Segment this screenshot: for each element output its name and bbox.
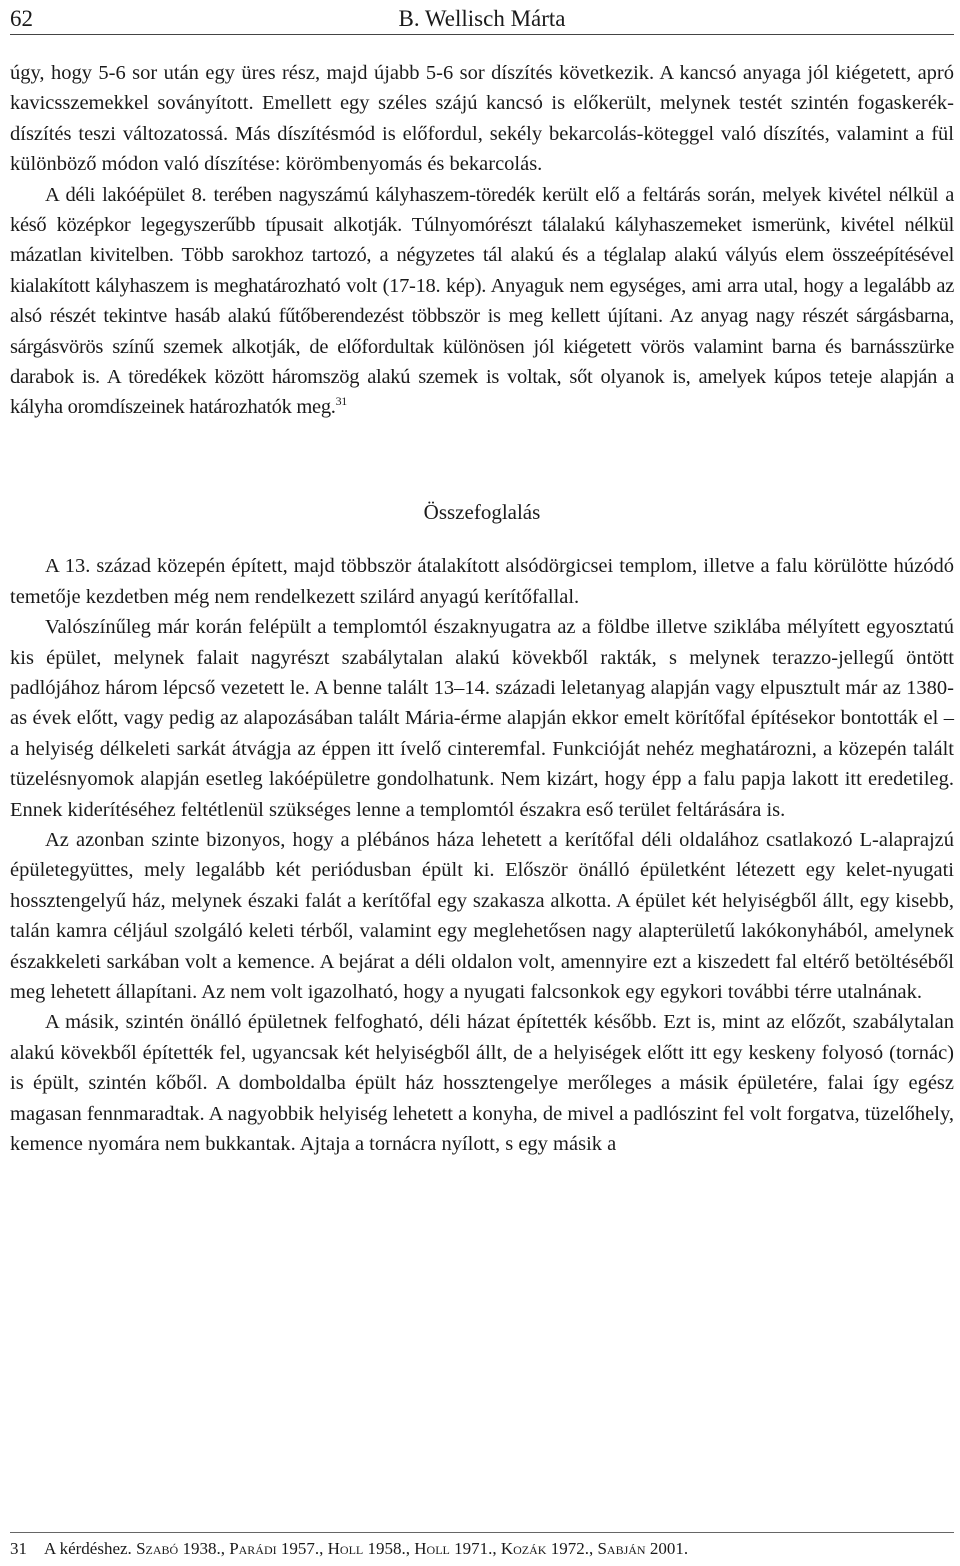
paragraph-2 bbox=[10, 180, 954, 423]
footnote bbox=[10, 1532, 954, 1559]
footnote-ref-year: 1958., bbox=[367, 1539, 410, 1558]
footnote-intro: A kérdéshez. bbox=[44, 1539, 132, 1558]
page-number: 62 bbox=[10, 6, 33, 31]
footnote-ref-name: Parádi bbox=[229, 1539, 277, 1558]
paragraph-4: Valószínűleg már korán felépült a templomtól északnyugatra az a földbe illetve sziklába mélyített egyosztatú kis épület, melynek falait nagyrészt szabálytalan alakú kövekből rakták, s melynek terazzo-jellegű öntött padlójához három lépcső vezetett le. A benne talált 13–14. századi leletanyag alapján vagy elpusztult már az 1380-as évek előtt, vagy pedig az alapozásában talált Mária-érme alapján ekkor emelt körítőfal építésekor bontották el – a helyiség délkeleti sarkát átvágja az éppen itt ívelő cinteremfal. Funkcióját nehéz meghatározni, a közepén talált tüzelésnyomok alapján esetleg lakóépületre gondolhatunk. Nem kizárt, hogy épp a falu papja lakott itt eredetileg. Ennek kiderítéséhez feltétlenül szükséges lenne a templomtól északra eső terület feltárására is. bbox=[10, 616, 954, 821]
footnote-ref-name: Szabó bbox=[136, 1539, 179, 1558]
footnote-ref-name: Holl bbox=[327, 1539, 364, 1558]
paragraph-6: A másik, szintén önálló épületnek felfogható, déli házat építették később. Ezt is, mint az előzőt, szabálytalan alakú kövekből építették fel, ugyancsak két helyiségből állt, de a helyiségek előtt itt egy keskeny folyosó (tornác) is épült, szintén kőből. A domboldalba épült ház hossztengelye merőleges a másik épületére, falai így egész magasan fennmaradtak. A nagyobbik helyiség lehetett a konyha, de mivel a padlószint fel volt forgatva, tüzelőhely, kemence nyomára nem bukkantak. Ajtaja a tornácra nyílott, s egy másik a bbox=[10, 1011, 954, 1155]
paragraph-2-text: A déli lakóépület 8. terében nagyszámú kályhaszem-töredék került elő a feltárás során, melyek kivétel nélkül a késő középkor legegyszerűbb típusait alkotják. Túlnyomórészt tálalakú kályhaszemeket ismerünk, kivétel nélkül mázatlan kivitelben. Több sarokhoz tartozó, a négyzetes tál alakú és a téglalap alakú vályús elem összeépítésével kialakított kályhaszem is meghatározható volt (17-18. kép). Anyaguk nem egységes, ami arra utal, hogy a legalább az alsó részét tekintve hasáb alakú fűtőberendezést többször is meg kellett újítani. Az anyag nagy részét sárgásbarna, sárgásvörös színű szemek alkotják, de előfordultak különösen jól kiégetett vörös valamint barna és barnásszürke darabok is. A töredékek között háromszög alakú szemek is voltak, sőt olyanok is, amelyek kúpos teteje alapján a kályha oromdíszeinek határozhatók meg. bbox=[10, 183, 954, 419]
paragraph-1: úgy, hogy 5-6 sor után egy üres rész, majd újabb 5-6 sor díszítés következik. A kancsó anyaga jól kiégetett, apró kavicsszemekkel soványított. Emellett egy széles szájú kancsó is előkerült, melynek testét szintén fogaskerék-díszítés teszi változatossá. Más díszítésmód is előfordul, sekély bekarcolás-köteggel való díszítés, valamint a fül különböző módon való díszítése: körömbenyomás és bekarcolás. bbox=[10, 62, 954, 176]
footnote-refs bbox=[136, 1539, 688, 1558]
paragraph-3: A 13. század közepén épített, majd többször átalakított alsódörgicsei templom, illetve a falu körülötte húzódó temetője kezdetben még nem rendelkezett szilárd anyagú kerítőfallal. bbox=[10, 555, 954, 608]
paragraph-5: Az azonban szinte bizonyos, hogy a plébános háza lehetett a kerítőfal déli oldalához csatlakozó L-alaprajzú épületegyüttes, mely legalább két periódusban épült ki. Először önálló épületként létezett egy kelet-nyugati hossztengelyű ház, melynek északi falát a kerítőfal egy szakasza alkotta. A épület két helyiségből állt, egy kisebb, talán kamra céljául szolgáló keleti térből, valamint egy meglehetősen nagy alapterületű lakókonyhából, amelynek északkeleti sarkában volt a kemence. A bejárat a déli oldalon volt, amennyire ezt a kiszedett fal eltérő betöltéséből meg lehetett állapítani. Az nem volt igazolható, hogy a nyugati falcsonkok egy egykori további térre utalnának. bbox=[10, 828, 954, 1003]
footnote-ref-name: Sabján bbox=[597, 1539, 646, 1558]
footnote-ref: 31 bbox=[335, 394, 347, 409]
footnote-ref-year: 1972., bbox=[550, 1539, 594, 1558]
footnote-ref-year: 1957., bbox=[280, 1539, 324, 1558]
footnote-ref-year: 2001. bbox=[649, 1539, 689, 1558]
footnote-ref-year: 1938., bbox=[182, 1539, 225, 1558]
running-header bbox=[10, 4, 954, 35]
section-heading: Összefoglalás bbox=[423, 499, 541, 524]
footnote-ref-year: 1971., bbox=[454, 1539, 497, 1558]
body-text bbox=[10, 58, 954, 1159]
running-title: B. Wellisch Márta bbox=[398, 6, 566, 31]
footnote-ref-name: Holl bbox=[414, 1539, 450, 1558]
footnote-ref-name: Kozák bbox=[500, 1539, 547, 1558]
footnote-number: 31 bbox=[10, 1539, 27, 1558]
